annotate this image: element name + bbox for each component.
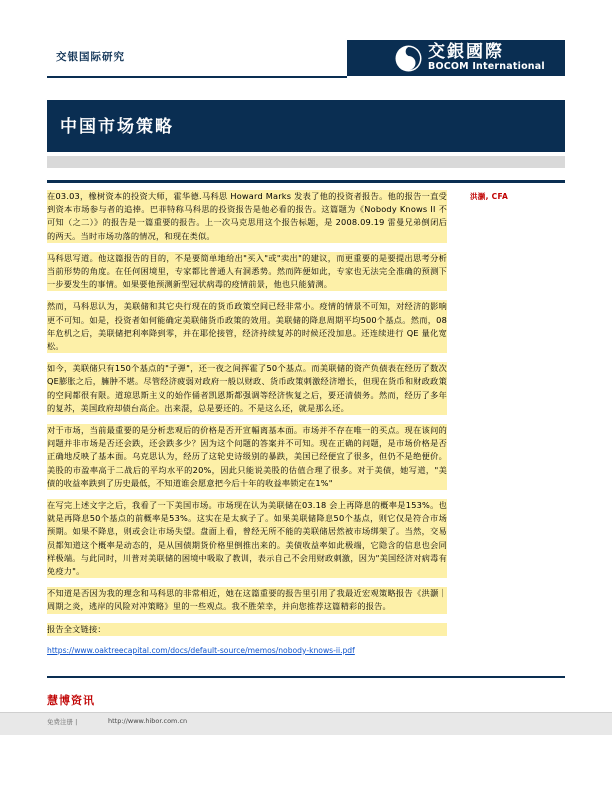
- bocom-logo-icon: [395, 45, 422, 72]
- footer-divider: [47, 676, 565, 678]
- paragraph: 不知道是否因为我的理念和马科思的非常相近，她在这篇重要的报告里引用了我最近宏观策略报告《洪灏｜周期之炎，逃岸的风险对冲策略》里的一些观点。我不胜荣幸，并向您推荐这篇精彩的报告。: [47, 587, 447, 613]
- paragraph: 如今，美联储只有150个基点的"子弹"，还一夜之间挥霍了50个基点。而美联储的资产负债表在经历了数次QE膨胀之后，臃肿不堪。尽管经济疲弱对政府一般以财政、货币政策刺激经济增长，但现在货币和财政政策的空间都很有限。道琼思斯主义的始作俑者凯恩斯都强调等经济恢复之后，要还清债务。然而，经历了多年的复苏，美国政府却债台高企。出来混，总是要还的。不是这么还，就是那么还。: [47, 362, 447, 415]
- report-link-label: 报告全文链接：: [47, 623, 447, 636]
- footer-url[interactable]: http://www.hibor.com.cn: [108, 717, 188, 725]
- footer-meta-label: 免费注册 |: [47, 718, 78, 726]
- paragraph: 马科思写道。他这篇报告的目的，不是要简单地给出"买入"或"卖出"的建议，而更重要的是要提出思考分析当前形势的角度。在任何困境里，专家都比普通人有洞悉势。然而阵便如此，专家也无法完全准确的预测下一步要发生的事情。如果要他预测新型冠状病毒的疫情前景，他也只能猜测。: [47, 252, 447, 292]
- research-label: 交银国际研究: [56, 51, 125, 63]
- brand-name-cn: 交銀國際: [428, 42, 504, 63]
- paragraph: 在写完上述文字之后，我看了一下美国市场。市场现在认为美联储在03.18 会上再降息的概率是153%。也就是再降息50个基点的前概率是53%。这实在是太疯子了。如果美联储降息50个基点，则它仅是符合市场预期。如果不降息，则或会让市场失望。盘面上看，曾经无所不能的美联储居然被市场绑架了。当然，交易员都知道这个概率是动态的，是从国债期货价格里倒推出来的。美债收益率如此极端，它隐含的信息也会同样极端。与此同时，川普对美联储的困境中吸取了教训，表示自己不会用财政刺激，因为"美国经济对病毒有免疫力"。: [47, 499, 447, 578]
- footer-logo: 慧博资讯: [47, 694, 95, 707]
- paragraph: 然而，马科思认为，美联储和其它央行现在的货币政策空间已经非常小。疫情的情景不可知，对经济的影响更不可知。如是，投资者如何能确定美联储货币政策的效用。美联储的降息周期平均500个基点。然而，08年危机之后，美联储把利率降到零，并在耶伦接管，经济持续复苏的时候还没加息。还连续进行 QE 量化宽松。: [47, 300, 447, 353]
- brand-logo: [395, 40, 565, 76]
- paragraph: 在03.03，橡树资本的投资大师，霍华德.马科思 Howard Marks 发表了他的投资者报告。他的报告一直受到资本市场参与者的追捧。巴菲特称马科思的投资报告是他必看的报告。这篇题为《Nobody Knows II 不可知（之二）》的报告是一篇重要的报告。上一次马克思用这个报告标题，是 2008.09.19 雷曼兄弟倒闭后的两天。当时市场功落的情况，和现在类似。: [47, 190, 447, 243]
- report-link-anchor[interactable]: https://www.oaktreecapital.com/docs/default-source/memos/nobody-knows-ii.pdf: [47, 645, 355, 655]
- analyst-name: 洪灏, CFA: [470, 192, 509, 201]
- header-divider: [47, 180, 565, 183]
- footer-bar: [0, 712, 612, 735]
- article-body: [47, 190, 447, 657]
- subtitle-band: [47, 156, 565, 168]
- paragraph: 对于市场，当前最重要的是分析悲观后的价格是否开宣幅离基本面。市场并不存在唯一的买点。现在该问的问题并非市场是否还会跌，还会跌多少？因为这个问题的答案并不可知。现在正确的问题，是市场价格是否正确地反映了基本面。乌克思认为，经历了这轮史诗级别的暴跌，美国已经便宜了很多，但仍不是绝便价。美股的市盈率高于二战后的平均水平的20%，因此只能说美股的估值合理了很多。对于美债，她写道，"美债的收益率跌到了历史最低，不知道谁会愿意把今后十年的收益率锁定在1%": [47, 424, 447, 490]
- report-link[interactable]: [47, 645, 447, 657]
- page-title: 中国市场策略: [60, 117, 174, 137]
- brand-name-en: BOCOM International: [428, 60, 545, 72]
- brand-logo-text: [428, 44, 545, 72]
